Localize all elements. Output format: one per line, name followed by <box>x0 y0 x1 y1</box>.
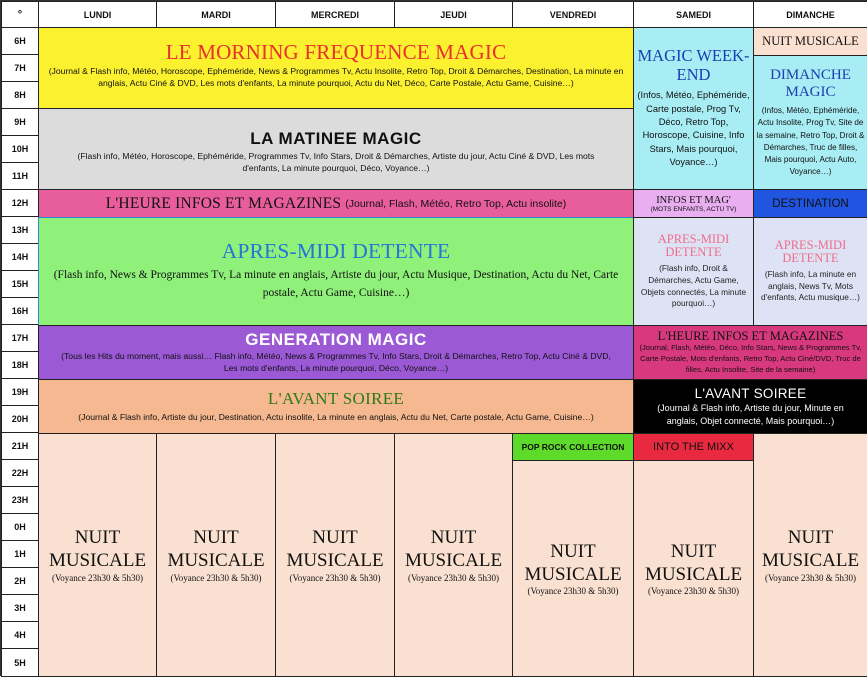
hour-label: 3H <box>1 594 39 622</box>
program-title: APRES-MIDI DETENTE <box>774 237 847 266</box>
program-description: (MOTS ENFANTS, ACTU TV) <box>650 205 737 213</box>
program-description: (Infos, Météo, Ephéméride, Actu Insolite, Prog Tv, Site de la semaine, Retro Top, Droit & Démarches, Truc de filles, Mais pourquoi, Actu Auto, Voyance…) <box>756 106 865 177</box>
program-title: NUIT MUSICALE <box>286 527 384 571</box>
program-title: L'AVANT SOIREE <box>267 389 405 409</box>
hour-label: 20H <box>1 405 39 433</box>
program-description: (Flash info, News & Programmes Tv, La minute en anglais, Artiste du jour, Actu Musique, Destination, Actu du Net, Carte postale, Actu Game, Cuisine…) <box>53 268 619 299</box>
program-description: (Flash info, Météo, Horoscope, Ephéméride, Programmes Tv, Info Stars, Droit & Démarches, Artiste du jour, Actu Ciné & DVD, Les mots d'enfants, La minute pourquoi, Déco, Voyance…) <box>77 151 595 173</box>
hour-label: 4H <box>1 621 39 649</box>
program-nuit-musicale-mardi[interactable] <box>156 433 276 677</box>
program-description: (Journal, Flash, Météo, Retro Top, Actu insolite) <box>345 197 567 210</box>
hour-label: 17H <box>1 324 39 352</box>
program-title: DESTINATION <box>772 197 849 210</box>
hour-label: 19H <box>1 378 39 406</box>
program-title: L'AVANT SOIREE <box>694 385 807 401</box>
program-nuit-musicale-lundi[interactable] <box>38 433 157 677</box>
program-subtitle: (Voyance 23h30 & 5h30) <box>647 586 740 597</box>
program-title: POP ROCK COLLECTION <box>521 442 625 452</box>
program-title: NUIT MUSICALE <box>524 540 622 585</box>
program-destination[interactable] <box>753 189 867 218</box>
program-title: NUIT MUSICALE <box>644 540 743 585</box>
hour-label: 11H <box>1 162 39 190</box>
program-title: INFOS ET MAG' <box>656 194 731 206</box>
program-nuit-musicale-jeudi[interactable] <box>394 433 513 677</box>
hour-label: 12H <box>1 189 39 217</box>
program-matinee-magic[interactable] <box>38 108 634 190</box>
program-subtitle: (Voyance 23h30 & 5h30) <box>764 572 857 583</box>
program-apres-midi-detente[interactable] <box>38 217 634 326</box>
program-title: NUIT MUSICALE <box>404 527 503 571</box>
program-nuit-musicale-mercredi[interactable] <box>275 433 395 677</box>
program-description: (Journal, Flash, Météo, Déco, Info Stars, News & Programmes Tv, Carte Postale, Mots d'enfants, Retro Top, Actu Ciné/DVD, Truc de filles, Actu Insolite, Site de la semaine) <box>639 343 862 374</box>
program-subtitle: (Voyance 23h30 & 5h30) <box>170 572 262 583</box>
program-title: NUIT MUSICALE <box>167 527 265 571</box>
program-title: NUIT MUSICALE <box>48 527 147 571</box>
program-description: (Journal & Flash info, Météo, Horoscope, Ephéméride, News & Programmes Tv, Actu Insolite, Retro Top, Droit & Démarches, Destination, La minute en anglais, Actu Ciné & DVD, Les mots d'enfants, La minute pourquoi, Actu du Net, Déco, Carte Postale, Actu Game, Cuisine…) <box>48 66 624 88</box>
day-header-jeudi: JEUDI <box>394 1 513 28</box>
program-heure-infos-magazines[interactable] <box>38 189 634 218</box>
hour-label: 16H <box>1 297 39 325</box>
hour-label: 21H <box>1 432 39 460</box>
program-nuit-musicale-vendredi[interactable] <box>512 460 634 677</box>
program-description: (Tous les Hits du moment, mais aussi… Flash info, Météo, News & Programmes Tv, Info Stars, Droit & Démarches, Retro Top, Actu Ciné & DVD, Les mots d'enfants, La minute pourquoi, Déco, Voyance…) <box>61 351 611 373</box>
program-morning-frequence-magic[interactable] <box>38 27 634 109</box>
program-description: (Infos, Météo, Ephéméride, Carte postale, Prog Tv, Déco, Retro Top, Horoscope, Cuisine, Info Stars, Mais pourquoi, Voyance…) <box>637 90 750 168</box>
hour-label: 2H <box>1 567 39 595</box>
program-apres-midi-detente-dimanche[interactable] <box>753 217 867 326</box>
hour-label: 22H <box>1 459 39 487</box>
hour-label: 8H <box>1 81 39 109</box>
day-header-samedi: SAMEDI <box>633 1 754 28</box>
program-into-the-mixx[interactable] <box>633 433 754 461</box>
hour-label: 7H <box>1 54 39 82</box>
program-subtitle: (Voyance 23h30 & 5h30) <box>51 572 144 583</box>
program-title: GENERATION MAGIC <box>245 329 427 349</box>
hour-label: 14H <box>1 243 39 271</box>
hour-label: 13H <box>1 216 39 244</box>
program-title: MAGIC WEEK-END <box>637 46 750 85</box>
program-magic-week-end[interactable] <box>633 27 754 190</box>
program-generation-magic[interactable] <box>38 325 634 380</box>
program-description: (Flash info, Droit & Démarches, Actu Game, Objets connectés, La minute pourquoi…) <box>640 263 747 309</box>
program-infos-et-mag[interactable] <box>633 189 754 218</box>
program-nuit-musicale-dimanche-matin[interactable] <box>753 27 867 56</box>
program-pop-rock-collection[interactable] <box>512 433 634 461</box>
day-header-dimanche: DIMANCHE <box>753 1 867 28</box>
program-description: (Journal & Flash info, Artiste du jour, Destination, Actu insolite, La minute en anglais, Actu du Net, Carte postale, Actu Game, Cuisine…) <box>78 412 594 423</box>
program-description: (Flash info, La minute en anglais, News Tv, Mots d'enfants, Actu musique…) <box>761 269 860 303</box>
hour-label: 18H <box>1 351 39 379</box>
corner-cell: ° <box>1 1 39 28</box>
program-title: LE MORNING FREQUENCE MAGIC <box>165 40 507 64</box>
day-header-vendredi: VENDREDI <box>512 1 634 28</box>
program-nuit-musicale-samedi[interactable] <box>633 460 754 677</box>
program-apres-midi-detente-samedi[interactable] <box>633 217 754 326</box>
program-title: DIMANCHE MAGIC <box>770 66 851 101</box>
day-header-lundi: LUNDI <box>38 1 157 28</box>
program-title: L'HEURE INFOS ET MAGAZINES <box>105 194 342 212</box>
program-subtitle: (Voyance 23h30 & 5h30) <box>289 572 381 583</box>
program-title: NUIT MUSICALE <box>761 527 860 571</box>
hour-label: 0H <box>1 513 39 541</box>
hour-label: 10H <box>1 135 39 163</box>
program-description: (Journal & Flash info, Artiste du jour, Minute en anglais, Objet connecté, Mais pourquoi…) <box>657 402 844 426</box>
program-nuit-musicale-dimanche[interactable] <box>753 433 867 677</box>
hour-label: 9H <box>1 108 39 136</box>
program-avant-soiree-weekend[interactable] <box>633 379 867 434</box>
day-header-mardi: MARDI <box>156 1 276 28</box>
hour-label: 5H <box>1 648 39 677</box>
program-title: INTO THE MIXX <box>653 441 734 453</box>
program-subtitle: (Voyance 23h30 & 5h30) <box>407 572 500 583</box>
program-subtitle: (Voyance 23h30 & 5h30) <box>527 586 619 597</box>
day-header-mercredi: MERCREDI <box>275 1 395 28</box>
program-title: L'HEURE INFOS ET MAGAZINES <box>657 328 844 343</box>
hour-label: 23H <box>1 486 39 514</box>
program-heure-infos-magazines-weekend[interactable] <box>633 325 867 380</box>
program-title: LA MATINEE MAGIC <box>250 128 422 148</box>
program-title: NUIT MUSICALE <box>762 34 859 48</box>
hour-label: 6H <box>1 27 39 55</box>
hour-label: 1H <box>1 540 39 568</box>
program-dimanche-magic[interactable] <box>753 55 867 190</box>
program-avant-soiree[interactable] <box>38 379 634 434</box>
program-title: APRES-MIDI DETENTE <box>221 239 451 264</box>
hour-label: 15H <box>1 270 39 298</box>
program-title: APRES-MIDI DETENTE <box>657 232 730 260</box>
